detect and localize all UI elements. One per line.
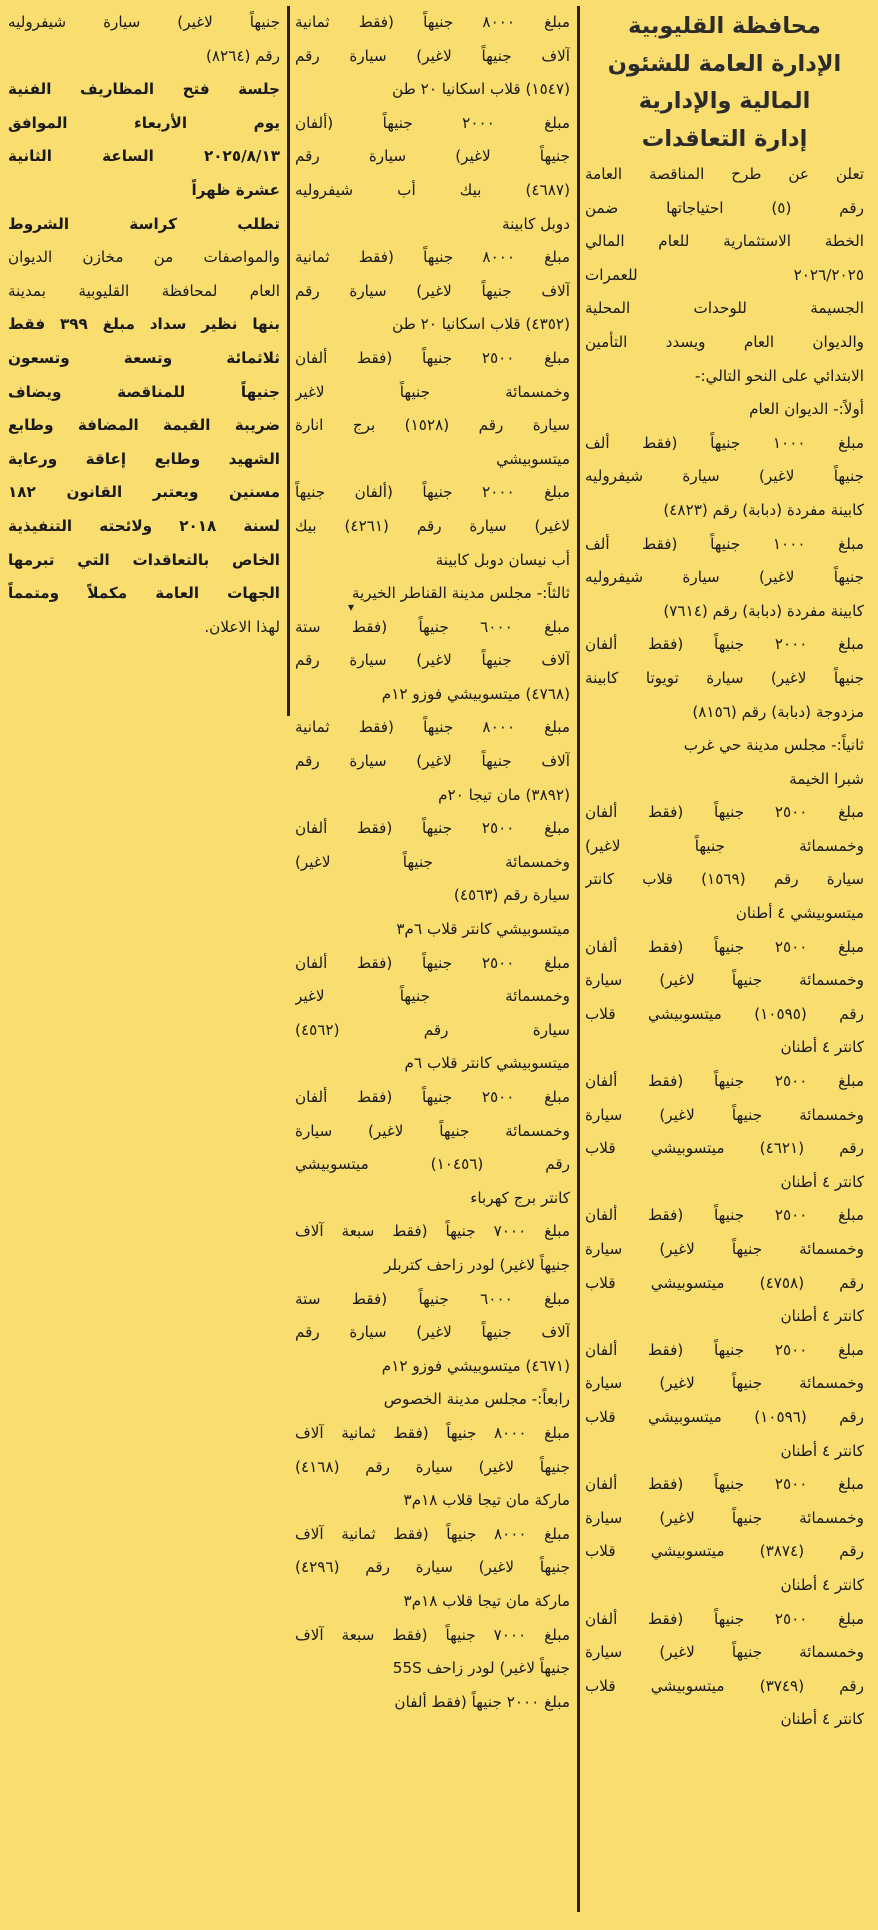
column-middle-line: مبلغ ٢٠٠٠ جنيهاً (ألفان جنيهاً: [295, 483, 570, 502]
column-middle-line: مبلغ ٨٠٠٠ جنيهاً (فقط ثمانية: [295, 248, 570, 267]
column-middle-line: ميتسوبيشي كانتر قلاب ٦م: [404, 1054, 570, 1073]
header-directorate-2: المالية والإدارية: [638, 88, 811, 114]
column-right-line: مبلغ ٢٥٠٠ جنيهاً (فقط ألفان: [585, 1340, 864, 1359]
column-right-line: كابينة مفردة (دبابة) رقم (٧٦١٤): [663, 601, 864, 620]
column-middle-line: (٤٦٨٧) بيك أب شيفروليه: [295, 180, 570, 199]
column-right-line: رقم (٣٨٧٤) ميتسوبيشي قلاب: [585, 1542, 864, 1561]
column-left-line: عشرة ظهراً: [191, 180, 280, 199]
column-left-line: لسنة ٢٠١٨ ولائحته التنفيذية: [8, 516, 280, 535]
column-middle-line: وخمسمائة جنيهاً لاغير): [295, 852, 570, 871]
column-right-line: ٢٠٢٦/٢٠٢٥ للعمرات: [585, 265, 864, 284]
column-left-line: يوم الأربعاء الموافق: [8, 113, 280, 132]
column-middle-line: جنيهاً لاغير) سيارة رقم (٤٢٩٦): [295, 1558, 570, 1577]
column-left-line: لهذا الاعلان.: [204, 617, 280, 636]
column-middle-line: جنيهاً لاغير) لودر زاحف 55S: [392, 1659, 570, 1678]
column-right-line: والديوان العام ويسدد التأمين: [585, 332, 864, 351]
column-middle-line: دوبل كابينة: [501, 214, 570, 233]
column-right-line: مبلغ ٢٠٠٠ جنيهاً (فقط ألفان: [585, 635, 864, 654]
column-middle-line: جنيهاً لاغير) سيارة رقم (٤١٦٨): [295, 1457, 570, 1476]
column-middle-line: رقم (١٠٤٥٦) ميتسوبيشي: [295, 1155, 570, 1174]
column-right-line: كانتر ٤ أطنان: [780, 1441, 864, 1460]
column-right-line: مبلغ ٢٥٠٠ جنيهاً (فقط ألفان: [585, 1072, 864, 1091]
column-right-line: مزدوجة (دبابة) رقم (٨١٥٦): [692, 702, 864, 721]
scan-mark: ▾: [347, 600, 354, 614]
column-middle-line: آلاف جنيهاً لاغير) سيارة رقم: [295, 281, 570, 300]
column-left-line: الخاص بالتعاقدات التي تبرمها: [8, 550, 280, 569]
column-middle-line: ماركة مان تيجا قلاب ١٨م٣: [403, 1491, 570, 1510]
column-right-line: كانتر ٤ أطنان: [780, 1038, 864, 1057]
column-middle-lines: [295, 6, 570, 1719]
column-left-line: جلسة فتح المظاريف الفنية: [8, 80, 280, 99]
column-middle-line: مبلغ ٢٥٠٠ جنيهاً (فقط ألفان: [295, 819, 570, 838]
header-directorate: الإدارة العامة للشئون: [607, 50, 842, 77]
column-right-line: الخطة الاستثمارية للعام المالي: [585, 232, 864, 251]
column-middle-line: (٣٨٩٢) مان تيجا ٢٠م: [438, 785, 570, 804]
column-right-line: كابينة مفردة (دبابة) رقم (٤٨٢٣): [663, 500, 864, 519]
column-middle-line: مبلغ ٧٠٠٠ جنيهاً (فقط سبعة آلاف: [295, 1222, 570, 1241]
column-right-line: وخمسمائة جنيهاً لاغير) سيارة: [585, 1374, 864, 1393]
column-left-line: جنيهاً للمناقصة ويضاف: [8, 382, 280, 401]
column-middle-line: مبلغ ٨٠٠٠ جنيهاً (فقط ثمانية آلاف: [295, 1524, 570, 1543]
column-right-line: وخمسمائة جنيهاً لاغير) سيارة: [585, 971, 864, 990]
column-left-line: العام لمحافظة القليوبية بمدينة: [8, 281, 280, 300]
column-left: [0, 6, 284, 1918]
column-left-line: جنيهاً لاغير) سيارة شيفروليه: [8, 13, 280, 31]
column-left-line: ثلاثمائة وتسعة وتسعون: [8, 348, 280, 367]
column-left-line: تطلب كراسة الشروط: [8, 214, 280, 233]
column-right-line: رقم (٤٦٢١) ميتسوبيشي قلاب: [585, 1139, 864, 1158]
column-middle-line: سيارة رقم (٤٥٦٣): [453, 886, 570, 905]
column-left-line: الشهيد وطابع إعاقة ورعاية: [8, 449, 280, 468]
column-right-line: رقم (٣٧٤٩) ميتسوبيشي قلاب: [585, 1676, 864, 1695]
column-right-line: كانتر ٤ أطنان: [780, 1307, 864, 1326]
column-middle-line: مبلغ ٨٠٠٠ جنيهاً (فقط ثمانية: [295, 13, 570, 31]
column-middle-line: (٤٣٥٢) قلاب اسكانيا ٢٠ طن: [392, 315, 570, 334]
column-right-line: جنيهاً لاغير) سيارة شيفروليه: [585, 467, 864, 486]
column-right-line: وخمسمائة جنيهاً لاغير) سيارة: [585, 1508, 864, 1527]
column-left-lines: [8, 6, 280, 644]
column-middle-line: كانتر برج كهرباء: [470, 1188, 570, 1207]
column-divider-left: [287, 6, 290, 716]
column-right-line: سيارة رقم (١٥٦٩) قلاب كانتر: [585, 870, 864, 889]
column-middle-line: مبلغ ٢٠٠٠ جنيهاً (ألفان: [295, 113, 570, 132]
column-middle-line: وخمسمائة جنيهاً لاغير: [295, 382, 570, 401]
column-middle-line: ميتسوبيشي كانتر قلاب ٦م٣: [396, 920, 570, 939]
column-middle-line: آلاف جنيهاً لاغير) سيارة رقم: [295, 1323, 570, 1342]
column-right-line: مبلغ ١٠٠٠ جنيهاً (فقط ألف: [585, 433, 864, 452]
column-left-line: ضريبة القيمة المضافة وطابع: [8, 416, 280, 435]
column-left-line: ٢٠٢٥/٨/١٣ الساعة الثانية: [8, 147, 280, 166]
column-right-line: مبلغ ٢٥٠٠ جنيهاً (فقط ألفان: [585, 1206, 864, 1225]
column-middle-line: مبلغ ٢٥٠٠ جنيهاً (فقط ألفان: [295, 1088, 570, 1106]
column-middle-line: (٤٧٦٨) ميتسوبيشي فوزو ١٢م: [381, 684, 570, 703]
column-right-line: مبلغ ٢٥٠٠ جنيهاً (فقط ألفان: [585, 1475, 864, 1494]
column-right-line: رقم (٥) احتياجاتها ضمن: [585, 198, 864, 217]
column-middle-line: سيارة رقم (١٥٢٨) برج انارة: [295, 416, 570, 435]
column-left-line: مسنين ويعتبر القانون ١٨٢: [8, 483, 280, 502]
column-middle-line: أب نيسان دوبل كابينة: [435, 550, 570, 569]
column-right-line: وخمسمائة جنيهاً لاغير) سيارة: [585, 1643, 864, 1662]
column-right-line: وخمسمائة جنيهاً لاغير) سيارة: [585, 1240, 864, 1258]
column-middle-line: وخمسمائة جنيهاً لاغير: [295, 987, 570, 1006]
column-middle-line: مبلغ ٢٠٠٠ جنيهاً (فقط ألفان: [394, 1692, 570, 1711]
column-left-line: والمواصفات من مخازن الديوان: [8, 248, 280, 267]
column-right-line: تعلن عن طرح المناقصة العامة: [585, 165, 864, 183]
column-left-line: الجهات العامة مكملاً ومتمماً: [8, 584, 280, 603]
column-right-line: ثانياً:- مجلس مدينة حي غرب: [683, 736, 864, 755]
column-middle-line: مبلغ ٨٠٠٠ جنيهاً (فقط ثمانية آلاف: [295, 1423, 570, 1442]
column-middle-line: (٤٦٧١) ميتسوبيشي فوزو ١٢م: [381, 1356, 570, 1375]
column-right-line: رقم (١٠٥٩٥) ميتسوبيشي قلاب: [585, 1004, 864, 1023]
column-middle-line: مبلغ ٦٠٠٠ جنيهاً (فقط ستة: [295, 1289, 570, 1308]
column-right-line: شبرا الخيمة: [789, 769, 864, 788]
column-right-line: كانتر ٤ أطنان: [780, 1575, 864, 1594]
column-middle-line: مبلغ ٨٠٠٠ جنيهاً (فقط ثمانية: [295, 718, 570, 737]
column-middle-line: رابعاً:- مجلس مدينة الخصوص: [383, 1390, 570, 1409]
column-right-line: أولاً:- الديوان العام: [749, 400, 864, 419]
header-department: إدارة التعاقدات: [641, 125, 808, 152]
column-middle-line: (١٥٤٧) قلاب اسكانيا ٢٠ طن: [392, 80, 570, 99]
column-middle-line: مبلغ ٦٠٠٠ جنيهاً (فقط ستة: [295, 617, 570, 636]
column-right-line: وخمسمائة جنيهاً لاغير): [585, 836, 864, 855]
column-right-line: الجسيمة للوحدات المحلية: [585, 299, 864, 318]
column-middle-line: جنيهاً لاغير) لودر زاحف كتربلر: [383, 1255, 570, 1274]
column-right-line: جنيهاً لاغير) سيارة شيفروليه: [585, 568, 864, 587]
header-governorate: محافظة القليوبية: [628, 13, 821, 39]
column-middle-line: مبلغ ٧٠٠٠ جنيهاً (فقط سبعة آلاف: [295, 1625, 570, 1644]
column-middle-line: سيارة رقم (٤٥٦٢): [295, 1020, 570, 1039]
column-right-line: مبلغ ٢٥٠٠ جنيهاً (فقط ألفان: [585, 937, 864, 956]
column-right-line: وخمسمائة جنيهاً لاغير) سيارة: [585, 1105, 864, 1124]
column-middle-line: مبلغ ٢٥٠٠ جنيهاً (فقط ألفان: [295, 953, 570, 972]
column-right: [581, 6, 878, 1918]
column-right-line: ميتسوبيشي ٤ أطنان: [735, 904, 864, 923]
column-middle-line: ميتسوبيشي: [496, 449, 570, 468]
column-right-line: جنيهاً لاغير) سيارة تويوتا كابينة: [585, 668, 864, 687]
column-middle-line: لاغير) سيارة رقم (٤٢٦١) بيك: [295, 516, 570, 535]
column-middle-line: جنيهاً لاغير) سيارة رقم: [295, 147, 570, 166]
column-left-line: بنها نظير سداد مبلغ ٣٩٩ فقط: [8, 315, 280, 334]
column-right-line: كانتر ٤ أطنان: [780, 1710, 864, 1729]
column-middle: [291, 6, 574, 1918]
column-middle-line: آلاف جنيهاً لاغير) سيارة رقم: [295, 752, 570, 771]
column-middle-line: مبلغ ٢٥٠٠ جنيهاً (فقط ألفان: [295, 348, 570, 367]
column-right-line: مبلغ ٢٥٠٠ جنيهاً (فقط ألفان: [585, 1609, 864, 1628]
column-right-line: رقم (١٠٥٩٦) ميتسوبيشي قلاب: [585, 1407, 864, 1426]
column-right-lines: [585, 158, 864, 1737]
column-middle-line: آلاف جنيهاً لاغير) سيارة رقم: [295, 651, 570, 670]
column-left-line: رقم (٨٢٦٤): [205, 46, 280, 65]
column-right-line: الابتدائي على النحو التالي:-: [694, 366, 864, 385]
column-divider-right: [577, 6, 580, 1912]
column-middle-line: آلاف جنيهاً لاغير) سيارة رقم: [295, 46, 570, 65]
column-right-line: رقم (٤٧٥٨) ميتسوبيشي قلاب: [585, 1273, 864, 1292]
column-middle-line: وخمسمائة جنيهاً لاغير) سيارة: [295, 1121, 570, 1140]
column-middle-line: ماركة مان تيجا قلاب ١٨م٣: [403, 1591, 570, 1610]
column-right-line: مبلغ ٢٥٠٠ جنيهاً (فقط ألفان: [585, 803, 864, 822]
column-right-line: مبلغ ١٠٠٠ جنيهاً (فقط ألف: [585, 534, 864, 553]
column-right-line: كانتر ٤ أطنان: [780, 1172, 864, 1191]
column-middle-line: ثالثاً:- مجلس مدينة القناطر الخيرية: [351, 584, 570, 603]
